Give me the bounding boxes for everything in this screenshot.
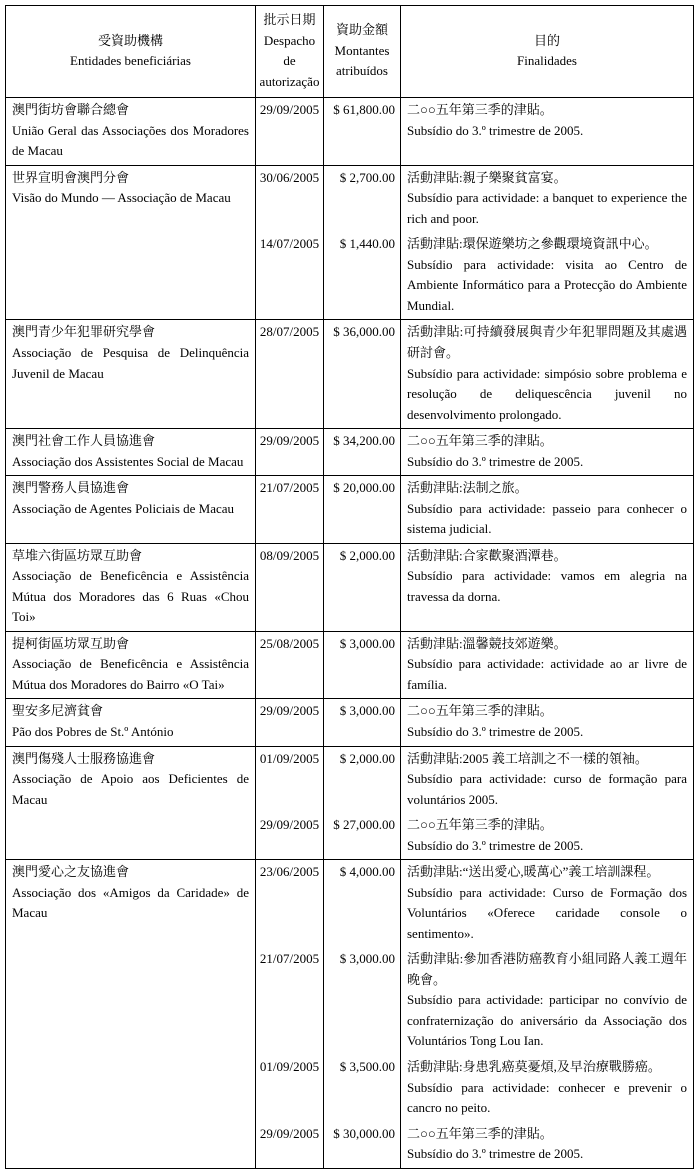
amount-cell: $ 34,200.00	[324, 429, 401, 476]
amount-cell: $ 4,000.00	[324, 860, 401, 948]
purpose-cell	[401, 699, 694, 746]
entity-line: Associação de Agentes Policiais de Macau	[12, 500, 235, 516]
purpose-line: Subsídio para actividade: vamos em alegria na travessa da dorna.	[407, 568, 687, 604]
header-line: 資助金額	[335, 22, 388, 38]
purpose-line: Subsídio para actividade: passeio para conhecer o sistema judicial.	[407, 500, 687, 537]
entity-cell	[6, 98, 256, 166]
header-line: Finalidades	[517, 53, 577, 69]
purpose-cell	[401, 429, 694, 476]
amount-cell: $ 30,000.00	[324, 1122, 401, 1169]
authorization-date-cell: 28/07/2005	[256, 320, 324, 429]
authorization-date-cell: 29/09/2005	[256, 98, 324, 166]
purpose-line: Subsídio para actividade: participar no convívio de confraternização do aniversário da Associação dos Voluntários Tong Lou Ian.	[407, 992, 687, 1049]
purpose-line: 二○○五年第三季的津貼。	[407, 1125, 553, 1141]
purpose-line: Subsídio para actividade: Curso de Formação dos Voluntários «Oferece caridade console o sentimento».	[407, 884, 687, 941]
entity-line: 世界宣明會澳門分會	[12, 169, 130, 185]
purpose-line: 二○○五年第三季的津貼。	[407, 817, 553, 833]
table-row	[6, 746, 694, 813]
amount-cell: $ 1,440.00	[324, 232, 401, 320]
amount-cell: $ 36,000.00	[324, 320, 401, 429]
entity-line: Visão do Mundo — Associação de Macau	[12, 190, 231, 206]
table-row	[6, 543, 694, 631]
header-line: Despacho de	[263, 32, 316, 69]
amount-cell: $ 2,000.00	[324, 746, 401, 813]
entity-cell	[6, 699, 256, 746]
purpose-line: Subsídio para actividade: actividade ao ar livre de família.	[407, 656, 687, 692]
table-header	[6, 6, 694, 98]
entity-cell	[6, 860, 256, 1168]
table-row	[6, 98, 694, 166]
purpose-cell	[401, 813, 694, 860]
purpose-line: 活動津貼:溫馨競技郊遊樂。	[407, 635, 567, 651]
header-line: Montantes	[334, 42, 390, 58]
amount-cell: $ 3,000.00	[324, 947, 401, 1055]
entity-line: 提柯街區坊眾互助會	[12, 635, 130, 651]
entity-cell	[6, 543, 256, 631]
entity-line: 澳門社會工作人員協進會	[12, 433, 156, 449]
purpose-line: 活動津貼:法制之旅。	[407, 480, 528, 496]
purpose-cell	[401, 1055, 694, 1122]
header-col-entities	[6, 6, 256, 98]
amount-cell: $ 3,000.00	[324, 631, 401, 699]
header-line: 目的	[533, 32, 560, 48]
authorization-date-cell: 01/09/2005	[256, 746, 324, 813]
purpose-line: 二○○五年第三季的津貼。	[407, 703, 553, 719]
entity-cell	[6, 320, 256, 429]
header-col-date	[256, 6, 324, 98]
amount-cell: $ 61,800.00	[324, 98, 401, 166]
purpose-cell	[401, 746, 694, 813]
header-row	[6, 6, 694, 98]
purpose-cell	[401, 476, 694, 544]
entity-line: 草堆六街區坊眾互助會	[12, 547, 143, 563]
amount-cell: $ 3,000.00	[324, 699, 401, 746]
header-col-purpose	[401, 6, 694, 98]
purpose-line: 活動津貼:可持續發展與青少年犯罪問題及其處遇研討會。	[407, 324, 687, 360]
purpose-cell	[401, 543, 694, 631]
amount-cell: $ 20,000.00	[324, 476, 401, 544]
table-row	[6, 699, 694, 746]
entity-line: 澳門傷殘人士服務協進會	[12, 750, 156, 766]
table-row	[6, 320, 694, 429]
purpose-cell	[401, 1122, 694, 1169]
purpose-line: Subsídio do 3.º trimestre de 2005.	[407, 122, 584, 138]
table-body	[6, 98, 694, 1169]
header-line: 批示日期	[263, 12, 316, 27]
header-line: atribuídos	[336, 63, 388, 79]
purpose-line: 活動津貼:參加香港防癌教育小組同路人義工週年晚會。	[407, 951, 687, 987]
purpose-line: 活動津貼:2005 義工培訓之不一樣的領袖。	[407, 750, 648, 766]
amount-cell: $ 2,700.00	[324, 165, 401, 232]
authorization-date-cell: 29/09/2005	[256, 699, 324, 746]
entity-cell	[6, 429, 256, 476]
purpose-cell	[401, 947, 694, 1055]
purpose-line: 活動津貼:環保遊樂坊之參觀環境資訊中心。	[407, 236, 658, 252]
purpose-cell	[401, 165, 694, 232]
entity-line: Associação dos Assistentes Social de Macau	[12, 453, 244, 469]
purpose-line: Subsídio do 3.º trimestre de 2005.	[407, 1146, 584, 1162]
authorization-date-cell: 29/09/2005	[256, 1122, 324, 1169]
amount-cell: $ 2,000.00	[324, 543, 401, 631]
amount-cell: $ 3,500.00	[324, 1055, 401, 1122]
table-row	[6, 165, 694, 232]
entity-line: Associação de Beneficência e Assistência Mútua dos Moradores do Bairro «O Tai»	[12, 656, 249, 692]
purpose-line: 活動津貼:親子樂聚貧富宴。	[407, 169, 567, 185]
purpose-cell	[401, 631, 694, 699]
amount-cell: $ 27,000.00	[324, 813, 401, 860]
entity-cell	[6, 631, 256, 699]
table-row	[6, 860, 694, 948]
authorization-date-cell: 21/07/2005	[256, 476, 324, 544]
table-row	[6, 476, 694, 544]
purpose-line: 二○○五年第三季的津貼。	[407, 102, 553, 118]
authorization-date-cell: 08/09/2005	[256, 543, 324, 631]
purpose-line: Subsídio do 3.º trimestre de 2005.	[407, 724, 584, 739]
purpose-line: Subsídio para actividade: curso de formação para voluntários 2005.	[407, 771, 687, 807]
purpose-line: Subsídio do 3.º trimestre de 2005.	[407, 837, 584, 853]
entity-line: União Geral das Associações dos Moradores de Macau	[12, 122, 249, 159]
header-line: Entidades beneficiárias	[70, 53, 191, 69]
purpose-line: Subsídio do 3.º trimestre de 2005.	[407, 453, 584, 469]
entity-cell	[6, 746, 256, 860]
purpose-line: Subsídio para actividade: conhecer e prevenir o cancro no peito.	[407, 1079, 687, 1116]
entity-line: Associação dos «Amigos da Caridade» de Macau	[12, 884, 249, 921]
purpose-line: Subsídio para actividade: simpósio sobre problema e resolução de deliquescência juvenil no desenvolvimento prolongado.	[407, 365, 687, 422]
authorization-date-cell: 14/07/2005	[256, 232, 324, 320]
entity-line: Associação de Beneficência e Assistência Mútua dos Moradores das 6 Ruas «Chou Toi»	[12, 568, 249, 625]
entity-line: 聖安多尼濟貧會	[12, 703, 104, 719]
entity-line: 澳門街坊會聯合總會	[12, 102, 130, 118]
purpose-cell	[401, 860, 694, 948]
subsidy-table	[5, 5, 694, 1169]
entity-line: 澳門愛心之友協進會	[12, 864, 130, 880]
purpose-line: Subsídio para actividade: visita ao Centro de Ambiente Informático para a Protecção do Ambiente Mundial.	[407, 256, 687, 313]
header-line: autorização	[259, 73, 320, 89]
purpose-cell	[401, 320, 694, 429]
authorization-date-cell: 21/07/2005	[256, 947, 324, 1055]
authorization-date-cell: 25/08/2005	[256, 631, 324, 699]
entity-line: Pão dos Pobres de St.º António	[12, 724, 174, 739]
header-line: 受資助機構	[97, 32, 163, 48]
authorization-date-cell: 29/09/2005	[256, 813, 324, 860]
purpose-line: 活動津貼:合家歡聚酒潭巷。	[407, 547, 567, 563]
table-row	[6, 631, 694, 699]
purpose-line: 二○○五年第三季的津貼。	[407, 433, 553, 449]
entity-line: Associação de Apoio aos Deficientes de Macau	[12, 771, 249, 807]
entity-cell	[6, 476, 256, 544]
purpose-line: 活動津貼:身患乳癌莫憂煩,及早治療戰勝癌。	[407, 1058, 661, 1074]
purpose-line: Subsídio para actividade: a banquet to experience the rich and poor.	[407, 190, 687, 226]
purpose-cell	[401, 98, 694, 166]
entity-line: Associação de Pesquisa de Delinquência Juvenil de Macau	[12, 344, 249, 381]
entity-line: 澳門青少年犯罪研究學會	[12, 324, 156, 340]
authorization-date-cell: 23/06/2005	[256, 860, 324, 948]
header-col-amount	[324, 6, 401, 98]
table-row	[6, 429, 694, 476]
entity-line: 澳門警務人員協進會	[12, 480, 130, 496]
entity-cell	[6, 165, 256, 320]
purpose-line: 活動津貼:“送出愛心,暖萬心”義工培訓課程。	[407, 864, 660, 880]
authorization-date-cell: 29/09/2005	[256, 429, 324, 476]
purpose-cell	[401, 232, 694, 320]
authorization-date-cell: 01/09/2005	[256, 1055, 324, 1122]
authorization-date-cell: 30/06/2005	[256, 165, 324, 232]
